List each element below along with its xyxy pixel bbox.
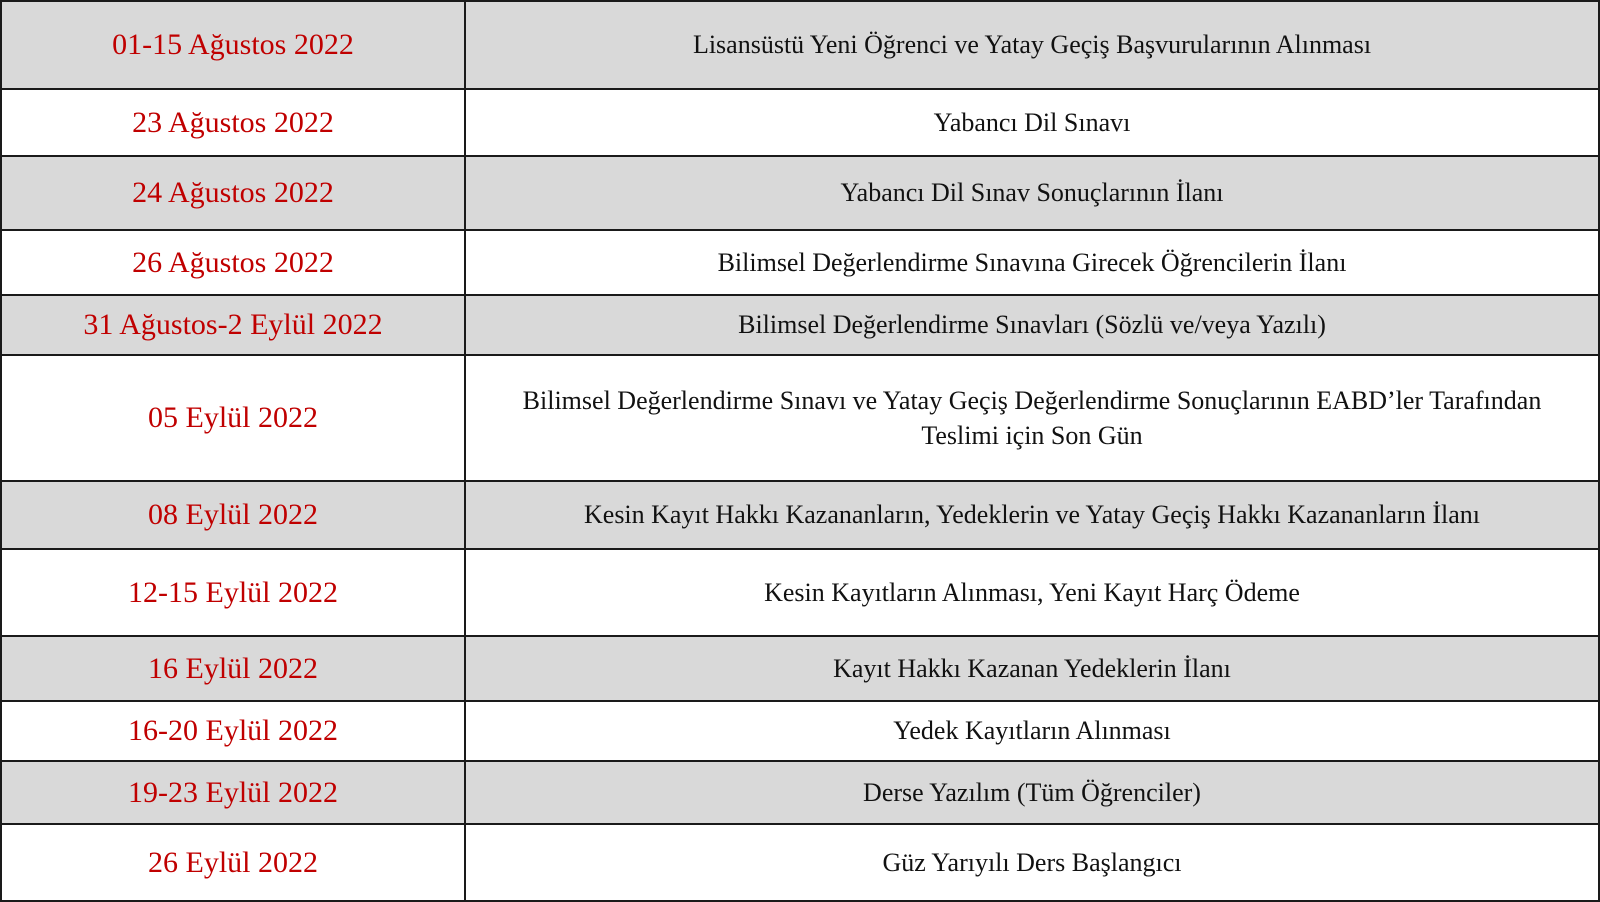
table-row (1, 636, 1599, 701)
event-cell: Kesin Kayıt Hakkı Kazananların, Yedeklerin ve Yatay Geçiş Hakkı Kazananların İlanı (465, 481, 1599, 549)
date-cell: 12-15 Eylül 2022 (1, 549, 465, 636)
event-cell: Kesin Kayıtların Alınması, Yeni Kayıt Harç Ödeme (465, 549, 1599, 636)
date-cell: 19-23 Eylül 2022 (1, 761, 465, 824)
table-row (1, 355, 1599, 481)
event-cell: Güz Yarıyılı Ders Başlangıcı (465, 824, 1599, 901)
event-cell: Yabancı Dil Sınavı (465, 89, 1599, 156)
date-cell: 23 Ağustos 2022 (1, 89, 465, 156)
event-cell: Bilimsel Değerlendirme Sınavı ve Yatay Geçiş Değerlendirme Sonuçlarının EABD’ler Tarafından Teslimi için Son Gün (465, 355, 1599, 481)
table-row (1, 481, 1599, 549)
table-row (1, 549, 1599, 636)
event-cell: Lisansüstü Yeni Öğrenci ve Yatay Geçiş Başvurularının Alınması (465, 1, 1599, 89)
table-row (1, 89, 1599, 156)
table-row (1, 230, 1599, 295)
date-cell: 05 Eylül 2022 (1, 355, 465, 481)
table-row (1, 1, 1599, 89)
event-cell: Bilimsel Değerlendirme Sınavları (Sözlü ve/veya Yazılı) (465, 295, 1599, 355)
date-cell: 24 Ağustos 2022 (1, 156, 465, 230)
event-cell: Bilimsel Değerlendirme Sınavına Girecek Öğrencilerin İlanı (465, 230, 1599, 295)
event-cell: Yabancı Dil Sınav Sonuçlarının İlanı (465, 156, 1599, 230)
table-row (1, 156, 1599, 230)
date-cell: 26 Eylül 2022 (1, 824, 465, 901)
table-row (1, 295, 1599, 355)
date-cell: 01-15 Ağustos 2022 (1, 1, 465, 89)
date-cell: 08 Eylül 2022 (1, 481, 465, 549)
table-row (1, 824, 1599, 901)
table-row (1, 701, 1599, 761)
table-row (1, 761, 1599, 824)
event-cell: Kayıt Hakkı Kazanan Yedeklerin İlanı (465, 636, 1599, 701)
event-cell: Derse Yazılım (Tüm Öğrenciler) (465, 761, 1599, 824)
calendar-body (1, 1, 1599, 901)
date-cell: 26 Ağustos 2022 (1, 230, 465, 295)
date-cell: 16-20 Eylül 2022 (1, 701, 465, 761)
date-cell: 31 Ağustos-2 Eylül 2022 (1, 295, 465, 355)
date-cell: 16 Eylül 2022 (1, 636, 465, 701)
event-cell: Yedek Kayıtların Alınması (465, 701, 1599, 761)
